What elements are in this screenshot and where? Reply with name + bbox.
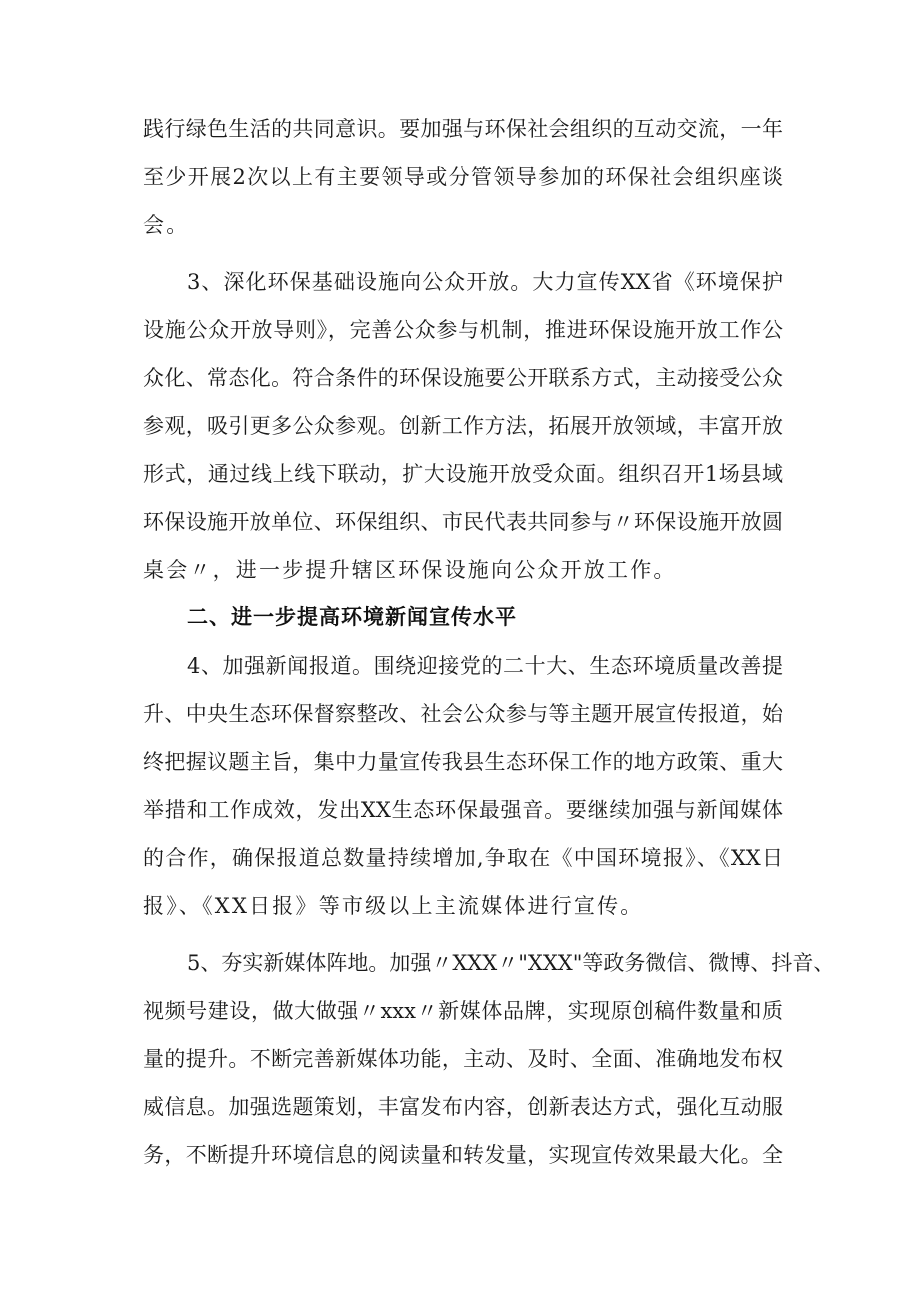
text-line: 形式，通过线上线下联动，扩大设施开放受众面。组织召开1场县域 — [143, 462, 783, 486]
text-line: 威信息。加强选题策划，丰富发布内容，创新表达方式，强化互动服 — [143, 1095, 783, 1119]
text-line: 环保设施开放单位、环保组织、市民代表共同参与〃环保设施开放圆 — [143, 510, 783, 534]
text-line: 4、加强新闻报道。围绕迎接党的二十大、生态环境质量改善提 — [187, 654, 783, 678]
section-heading: 二、进一步提高环境新闻宣传水平 — [187, 605, 517, 629]
text-line: 众化、常态化。符合条件的环保设施要公开联系方式，主动接受公众 — [143, 366, 783, 390]
text-line: 视频号建设，做大做强〃xxx〃新媒体品牌，实现原创稿件数量和质 — [143, 999, 783, 1023]
text-line: 践行绿色生活的共同意识。要加强与环保社会组织的互动交流，一年 — [143, 117, 783, 141]
text-line: 5、夯实新媒体阵地。加强〃XXX〃"XXX"等政务微信、微博、抖音、 — [187, 951, 835, 975]
text-line: 务，不断提升环境信息的阅读量和转发量，实现宣传效果最大化。全 — [143, 1143, 783, 1167]
text-line: 的合作，确保报道总数量持续增加,争取在《中国环境报》、《XX日 — [143, 846, 783, 870]
text-line: 量的提升。不断完善新媒体功能，主动、及时、全面、准确地发布权 — [143, 1047, 783, 1071]
text-line: 升、中央生态环保督察整改、社会公众参与等主题开展宣传报道，始 — [143, 702, 783, 726]
text-line: 报》、《XX日报》等市级以上主流媒体进行宣传。 — [143, 894, 644, 918]
text-line: 至少开展2次以上有主要领导或分管领导参加的环保社会组织座谈 — [143, 165, 783, 189]
text-line: 参观，吸引更多公众参观。创新工作方法，拓展开放领域，丰富开放 — [143, 414, 783, 438]
text-line: 终把握议题主旨，集中力量宣传我县生态环保工作的地方政策、重大 — [143, 750, 783, 774]
text-line: 举措和工作成效，发出XX生态环保最强音。要继续加强与新闻媒体 — [143, 798, 783, 822]
text-line: 设施公众开放导则》，完善公众参与机制，推进环保设施开放工作公 — [143, 318, 783, 342]
text-line: 3、深化环保基础设施向公众开放。大力宣传XX省《环境保护 — [187, 270, 783, 294]
text-line: 桌会〃，进一步提升辖区环保设施向公众开放工作。 — [143, 558, 677, 582]
text-line: 会。 — [143, 213, 190, 237]
